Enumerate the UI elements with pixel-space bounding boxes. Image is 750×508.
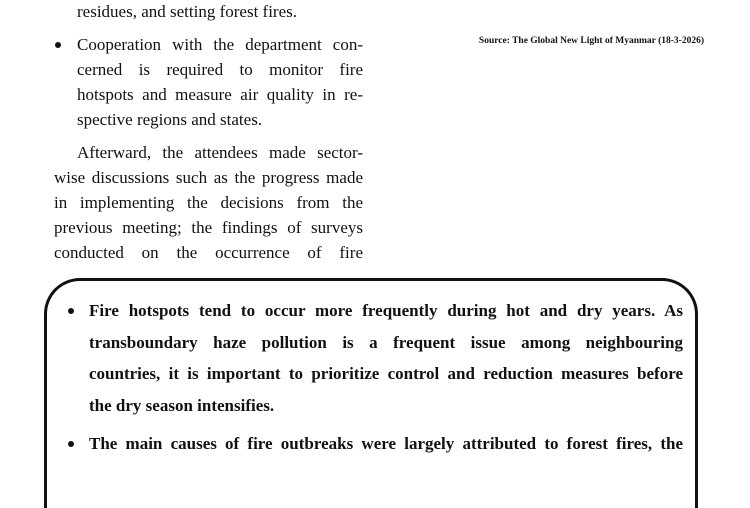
bullet-line: hotspots and measure air quality in re-: [77, 85, 363, 104]
highlight-line: the dry season intensifies.: [89, 395, 275, 415]
highlight-line: Fire hotspots tend to occur more frequently during hot and dry years. As: [89, 301, 683, 320]
article-left-column: [54, 0, 363, 265]
highlight-line: countries, it is important to prioritize control and reduction measures before: [89, 364, 683, 383]
bullet-icon: [68, 441, 74, 447]
highlight-item: [89, 428, 683, 460]
cooperation-bullet: [54, 32, 363, 132]
highlight-box-list: [89, 295, 683, 460]
paragraph-line: Afterward, the attendees made sector-: [77, 143, 363, 162]
highlight-line: The main causes of fire outbreaks were largely attributed to forest fires, the: [89, 434, 683, 453]
paragraph-line: previous meeting; the findings of surveys: [54, 218, 363, 237]
bullet-line: spective regions and states.: [77, 110, 263, 129]
paragraph-line: in implementing the decisions from the: [54, 193, 363, 212]
continuation-line: residues, and setting forest fires.: [77, 2, 297, 21]
bullet-line: cerned is required to monitor fire: [77, 60, 363, 79]
highlight-line: transboundary haze pollution is a frequent issue among neighbouring: [89, 332, 683, 352]
bullet-icon: [55, 42, 61, 48]
highlight-item: [89, 295, 683, 421]
bullet-icon: [68, 308, 74, 314]
afterward-paragraph: [54, 140, 363, 265]
paragraph-line: wise discussions such as the progress made: [54, 168, 363, 187]
source-caption: Source: The Global New Light of Myanmar (18-3-2026): [478, 36, 704, 46]
bullet-line: Cooperation with the department con-: [77, 35, 363, 54]
paragraph-line: conducted on the occurrence of fire: [54, 243, 363, 262]
